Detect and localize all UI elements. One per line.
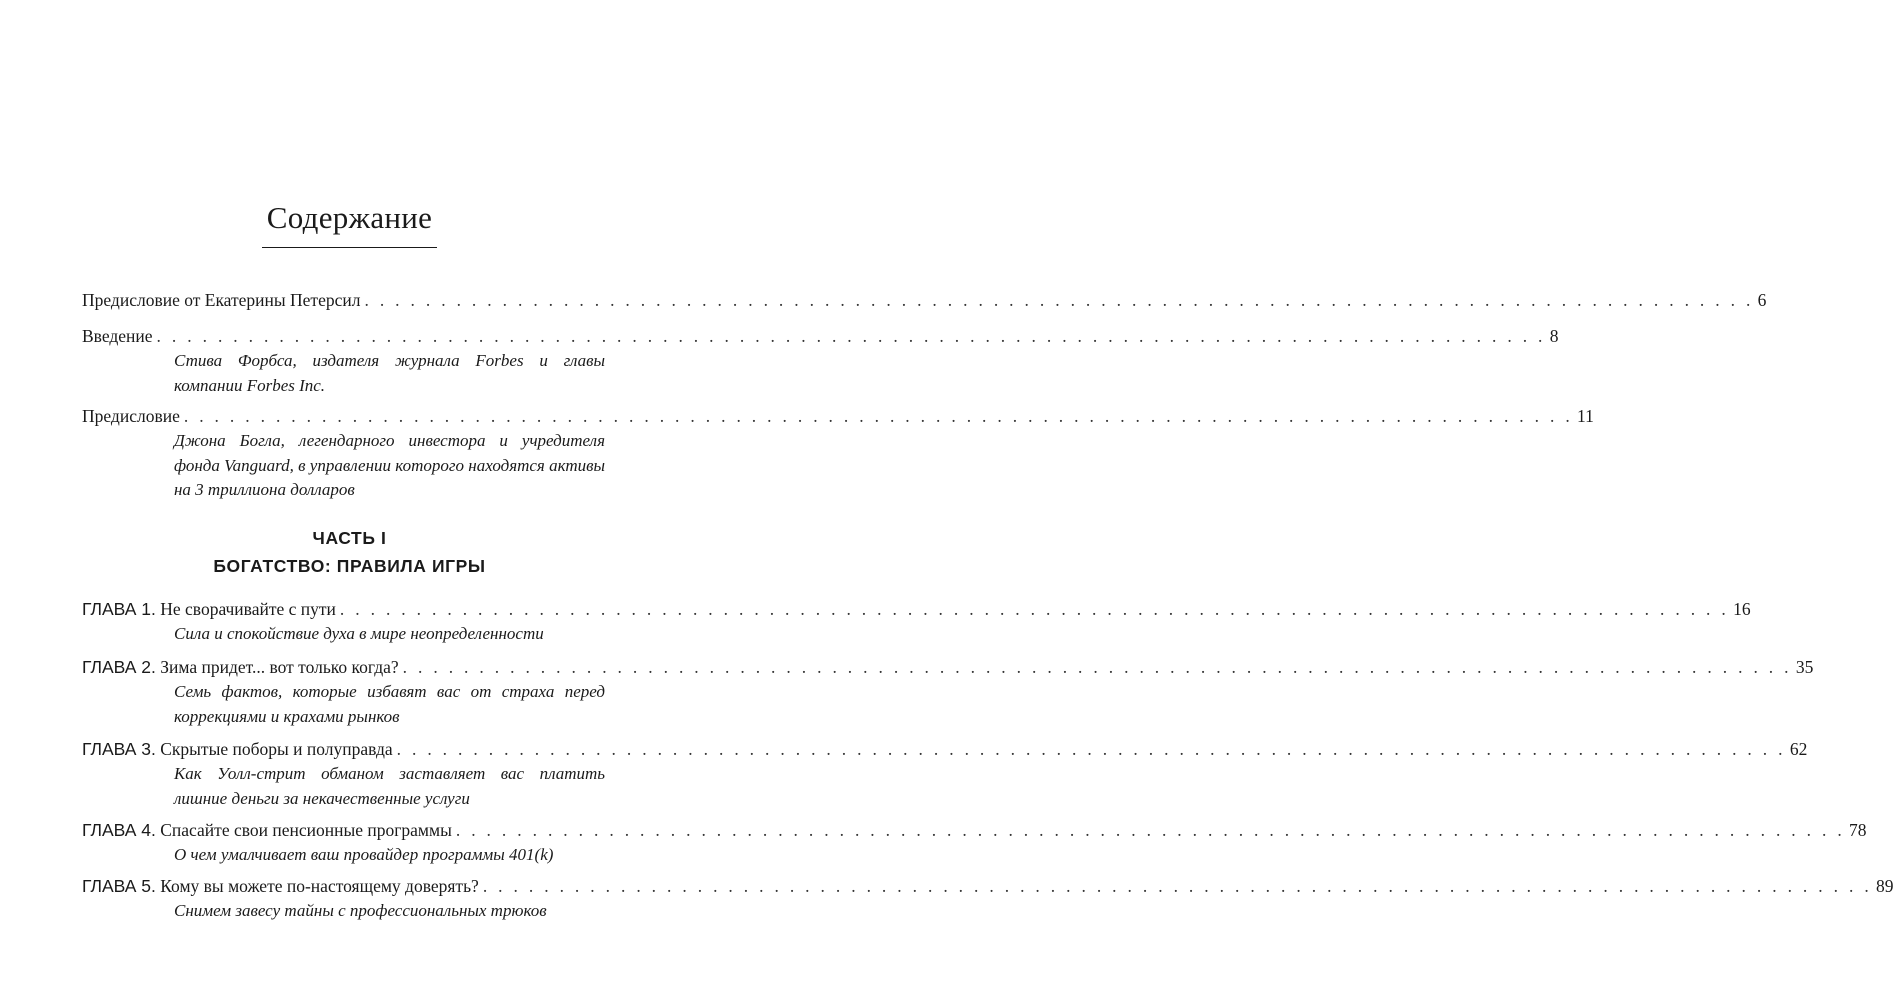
page-number: 35 [1795, 657, 1814, 677]
entry-subtitle: Снимем завесу тайны с профессиональных трюков [174, 901, 547, 920]
page-number: 78 [1849, 820, 1867, 840]
toc-entry-foreword-bogle[interactable] [82, 404, 1594, 503]
part-title: БОГАТСТВО: ПРАВИЛА ИГРЫ [213, 556, 486, 576]
dot-leader: . . . . . . . . . . . . . . . . . . . . . . . . . . . . . . . . . . . . . . . . . . . . . . . . . . . . . . . . . . . . . . . . . . . . . . . . . . . . . . . . . . . . . . . . . . . [396, 739, 1786, 759]
toc-entry-foreword-petersil[interactable] [82, 288, 1767, 313]
chapter-label: ГЛАВА 1. [82, 599, 156, 619]
toc-entry-introduction[interactable] [82, 324, 1559, 398]
entry-subtitle: Сила и спокойствие духа в мире неопределенности [174, 624, 544, 643]
dot-leader: . . . . . . . . . . . . . . . . . . . . . . . . . . . . . . . . . . . . . . . . . . . . . . . . . . . . . . . . . . . . . . . . . . . . . . . . . . . . . . . . . . . . . . . . . . . [183, 406, 1574, 426]
entry-title: Спасайте свои пенсионные программы [160, 820, 452, 840]
dot-leader: . . . . . . . . . . . . . . . . . . . . . . . . . . . . . . . . . . . . . . . . . . . . . . . . . . . . . . . . . . . . . . . . . . . . . . . . . . . . . . . . . . . . . . . . . . . [482, 876, 1873, 896]
entry-title: Зима придет... вот только когда? [160, 657, 399, 677]
entry-subtitle: Как Уолл-стрит обманом заставляет вас платить лишние деньги за некачественные услуги [174, 764, 605, 808]
toc-entry-chapter-5[interactable] [82, 874, 1894, 924]
entry-title: Скрытые поборы и полуправда [160, 739, 393, 759]
toc-entry-chapter-4[interactable] [82, 818, 1867, 868]
toc-entry-chapter-3[interactable] [82, 737, 1808, 811]
entry-title: Не сворачивайте с пути [160, 599, 336, 619]
page-number: 16 [1733, 599, 1751, 619]
chapter-label: ГЛАВА 4. [82, 820, 156, 840]
page-number: 11 [1577, 406, 1594, 426]
toc-entry-chapter-2[interactable] [82, 655, 1814, 729]
page-number: 89 [1876, 876, 1894, 896]
chapter-label: ГЛАВА 5. [82, 876, 156, 896]
dot-leader: . . . . . . . . . . . . . . . . . . . . . . . . . . . . . . . . . . . . . . . . . . . . . . . . . . . . . . . . . . . . . . . . . . . . . . . . . . . . . . . . . . . . . . . . . . . [455, 820, 1846, 840]
dot-leader: . . . . . . . . . . . . . . . . . . . . . . . . . . . . . . . . . . . . . . . . . . . . . . . . . . . . . . . . . . . . . . . . . . . . . . . . . . . . . . . . . . . . . . . . . . . [364, 290, 1754, 310]
title-underline [262, 247, 437, 248]
entry-subtitle: Семь фактов, которые избавят вас от страха перед коррекциями и крахами рынков [174, 682, 605, 726]
entry-title: Введение [82, 326, 153, 346]
chapter-label: ГЛАВА 2. [82, 657, 156, 677]
entry-subtitle: О чем умалчивает ваш провайдер программы 401(k) [174, 845, 554, 864]
part-label: ЧАСТЬ I [312, 528, 387, 548]
toc-entry-chapter-1[interactable] [82, 597, 1751, 647]
entry-subtitle: Стива Форбса, издателя журнала Forbes и главы компании Forbes Inc. [174, 351, 605, 395]
entry-subtitle: Джона Богла, легендарного инвестора и учредителя фонда Vanguard, в управлении которого находятся активы на 3 триллиона долларов [174, 431, 605, 499]
entry-title: Предисловие от Екатерины Петерсил [82, 290, 361, 310]
page-number: 6 [1757, 290, 1767, 310]
chapter-label: ГЛАВА 3. [82, 739, 156, 759]
page-title: Содержание [266, 200, 433, 235]
dot-leader: . . . . . . . . . . . . . . . . . . . . . . . . . . . . . . . . . . . . . . . . . . . . . . . . . . . . . . . . . . . . . . . . . . . . . . . . . . . . . . . . . . . . . . . . . . . [156, 326, 1546, 346]
entry-title: Предисловие [82, 406, 180, 426]
page-number: 62 [1789, 739, 1808, 759]
entry-title: Кому вы можете по-настоящему доверять? [160, 876, 479, 896]
page-number: 8 [1549, 326, 1559, 346]
dot-leader: . . . . . . . . . . . . . . . . . . . . . . . . . . . . . . . . . . . . . . . . . . . . . . . . . . . . . . . . . . . . . . . . . . . . . . . . . . . . . . . . . . . . . . . . . . . [402, 657, 1792, 677]
dot-leader: . . . . . . . . . . . . . . . . . . . . . . . . . . . . . . . . . . . . . . . . . . . . . . . . . . . . . . . . . . . . . . . . . . . . . . . . . . . . . . . . . . . . . . . . . . . [339, 599, 1730, 619]
